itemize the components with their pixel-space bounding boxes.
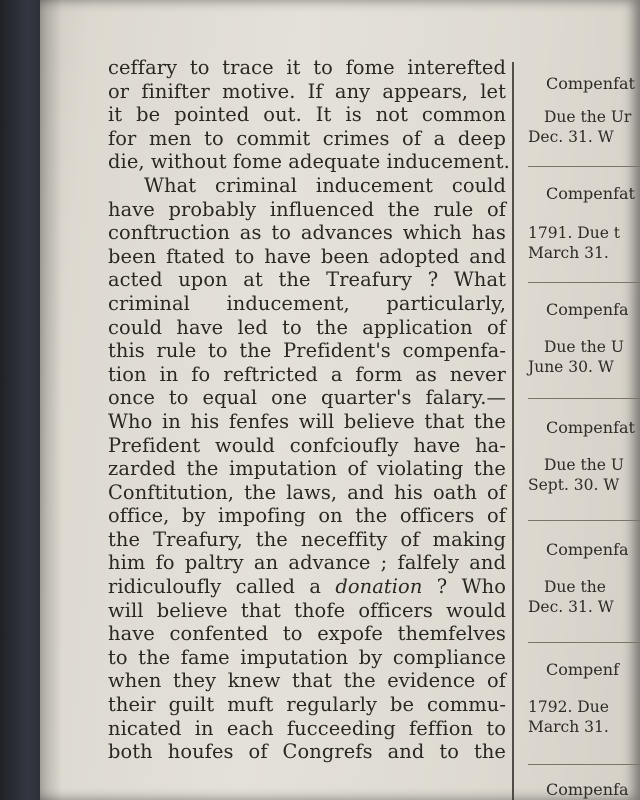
entry-heading: Compenf — [546, 660, 619, 679]
entry-line: June 30. W — [528, 358, 614, 376]
text-line: to the fame imputation by compliance — [108, 645, 506, 669]
entry-line: Due the U — [544, 456, 624, 474]
entry-heading: Compenfa — [546, 780, 629, 799]
text-line: die, without fome adequate inducement. — [108, 150, 510, 174]
entry-divider — [528, 642, 640, 643]
text-line: when they knew that the evidence of — [108, 669, 506, 693]
text-line: office, by impofing on the officers of — [108, 504, 506, 528]
column-divider-rule — [512, 62, 514, 800]
italic-word-donation: donation — [335, 575, 423, 599]
entry-heading: Compenfa — [546, 540, 629, 559]
text-line: Who in his fenfes will believe that the — [108, 409, 506, 433]
entry-divider — [528, 398, 640, 399]
text-line: Conftitution, the laws, and his oath of — [108, 480, 506, 504]
entry-line: Dec. 31. W — [528, 128, 614, 146]
entry-divider — [528, 166, 640, 167]
entry-line: Due the — [544, 578, 606, 596]
side-entry — [528, 184, 640, 263]
entry-heading: Compenfat — [546, 74, 635, 93]
side-entry — [528, 74, 640, 147]
text-line: it be pointed out. It is not common — [108, 103, 506, 127]
text-line: or finifter motive. If any appears, let — [108, 79, 506, 103]
text-line: the Treafury, the neceffity of making — [108, 527, 506, 551]
text-line: acted upon at the Treafury ? What — [108, 268, 506, 292]
entry-line: Dec. 31. W — [528, 598, 614, 616]
text-line: for men to commit crimes of a deep — [108, 126, 506, 150]
side-entry — [528, 660, 640, 737]
entry-heading: Compenfat — [546, 418, 635, 437]
entry-line: Sept. 30. W — [528, 476, 620, 494]
side-entry — [528, 418, 640, 495]
entry-line: March 31. — [528, 244, 609, 262]
text-line: tion in fo reftricted a form as never — [108, 362, 506, 386]
text-line-donation — [108, 575, 506, 599]
text-line: will believe that thofe officers would — [108, 598, 506, 622]
text-line: zarded the imputation of violating the — [108, 457, 506, 481]
side-entry — [528, 300, 640, 377]
page-fold-shadow — [40, 0, 62, 800]
text-line: could have led to the application of — [108, 315, 506, 339]
text-line: him fo paltry an advance ; falfely and — [108, 551, 506, 575]
entry-divider — [528, 764, 640, 765]
entry-line: 1791. Due t — [528, 224, 621, 242]
entry-line: March 31. — [528, 718, 609, 736]
text-line: their guilt muft regularly be commu- — [108, 693, 506, 717]
text-fragment: ? Who — [422, 575, 506, 599]
entry-line: Due the U — [544, 338, 624, 356]
text-line: both houfes of Congrefs and to the — [108, 740, 506, 764]
entry-heading: Compenfat — [546, 184, 635, 203]
text-line: What criminal inducement could — [144, 173, 506, 197]
text-line: criminal inducement, particularly, — [108, 291, 506, 315]
entry-divider — [528, 520, 640, 521]
entry-line: 1792. Due — [528, 698, 609, 716]
side-entry — [528, 540, 640, 617]
side-entry — [528, 780, 640, 799]
text-line: nicated in each fucceeding feffion to — [108, 716, 506, 740]
text-line: have confented to expofe themfelves — [108, 622, 506, 646]
text-line: ceffary to trace it to fome interefted — [108, 56, 506, 79]
text-line: conftruction as to advances which has — [108, 221, 506, 245]
text-line: this rule to the Prefident's compenfa- — [108, 339, 506, 363]
text-fragment: ridiculoufly called a — [108, 575, 336, 599]
entry-divider — [528, 282, 640, 283]
entry-line: Due the Ur — [544, 108, 632, 126]
entry-heading: Compenfa — [546, 300, 629, 319]
text-line: once to equal one quarter's falary.— — [108, 386, 506, 410]
text-line: Prefident would confcioufly have ha- — [108, 433, 506, 457]
main-text-column — [108, 56, 510, 764]
text-line: been ftated to have been adopted and — [108, 244, 506, 268]
text-line: have probably influenced the rule of — [108, 197, 506, 221]
